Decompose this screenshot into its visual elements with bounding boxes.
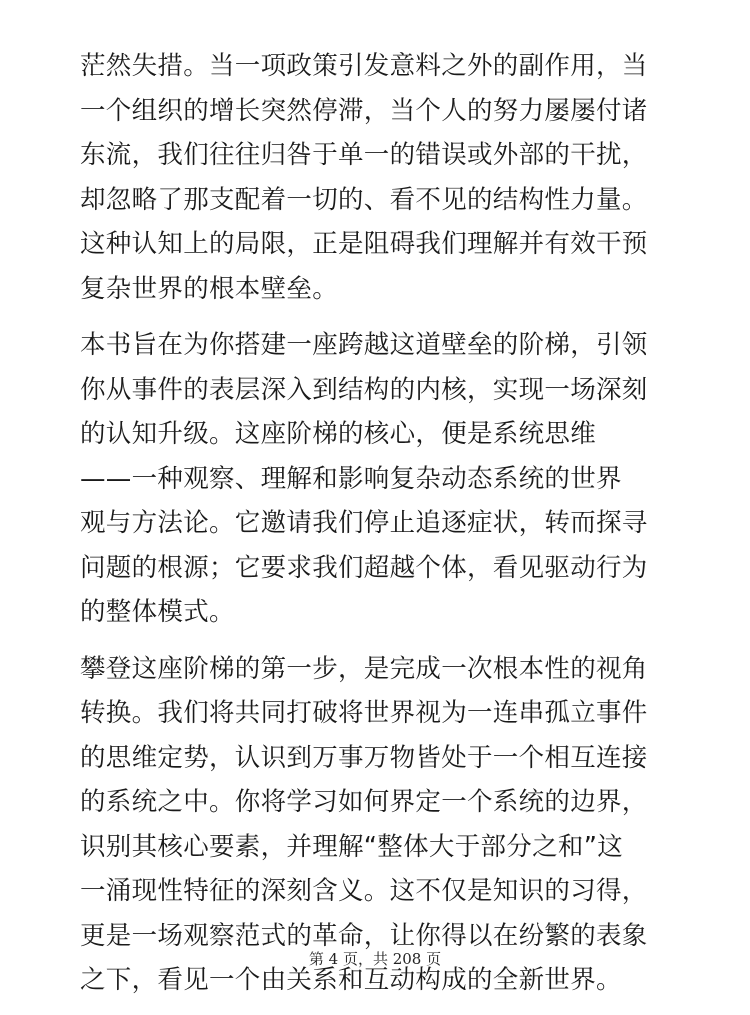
text-line: 的整体模式。: [80, 597, 235, 627]
text-line: 你从事件的表层深入到结构的内核，实现一场深刻: [80, 374, 648, 405]
text-line: 更是一场观察范式的革命，让你得以在纷繁的表象: [80, 920, 648, 951]
text-line: 茫然失措。当一项政策引发意料之外的副作用，当: [80, 51, 648, 81]
text-line: 的思维定势，认识到万事万物皆处于一个相互连接: [80, 742, 648, 773]
text-line: 转换。我们将共同打破将世界视为一连串孤立事件: [80, 698, 648, 728]
text-line: 攀登这座阶梯的第一步，是完成一次根本性的视角: [80, 653, 648, 684]
text-line: 却忽略了那支配着一切的、看不见的结构性力量。: [80, 184, 648, 215]
paragraph-2: [80, 323, 680, 635]
text-line: 识别其核心要素，并理解“整体大于部分之和”这: [80, 831, 624, 862]
paragraph-1: [80, 44, 680, 311]
text-line: 一涌现性特征的深刻含义。这不仅是知识的习得，: [80, 876, 648, 906]
text-line: 一个组织的增长突然停滞，当个人的努力屡屡付诸: [80, 95, 648, 126]
text-line: 问题的根源；它要求我们超越个体，看见驱动行为: [80, 552, 648, 583]
page-number-footer: 第 4 页，共 208 页: [308, 950, 442, 968]
text-line: 这种认知上的局限，正是阻碍我们理解并有效干预: [80, 229, 648, 259]
text-line: 之下，看见一个由关系和互动构成的全新世界。: [80, 965, 622, 995]
text-line: 复杂世界的根本壁垒。: [80, 273, 339, 304]
text-line: 的认知升级。这座阶梯的核心，便是系统思维: [80, 419, 597, 449]
text-line: 观与方法论。它邀请我们停止追逐症状，转而探寻: [80, 508, 648, 538]
text-line: 东流，我们往往归咎于单一的错误或外部的干扰，: [80, 140, 648, 170]
body-text: [80, 44, 680, 1015]
text-line: 的系统之中。你将学习如何界定一个系统的边界，: [80, 787, 648, 817]
text-line: 本书旨在为你搭建一座跨越这道壁垒的阶梯，引领: [80, 330, 648, 360]
text-line: ——一种观察、理解和影响复杂动态系统的世界: [80, 463, 622, 494]
